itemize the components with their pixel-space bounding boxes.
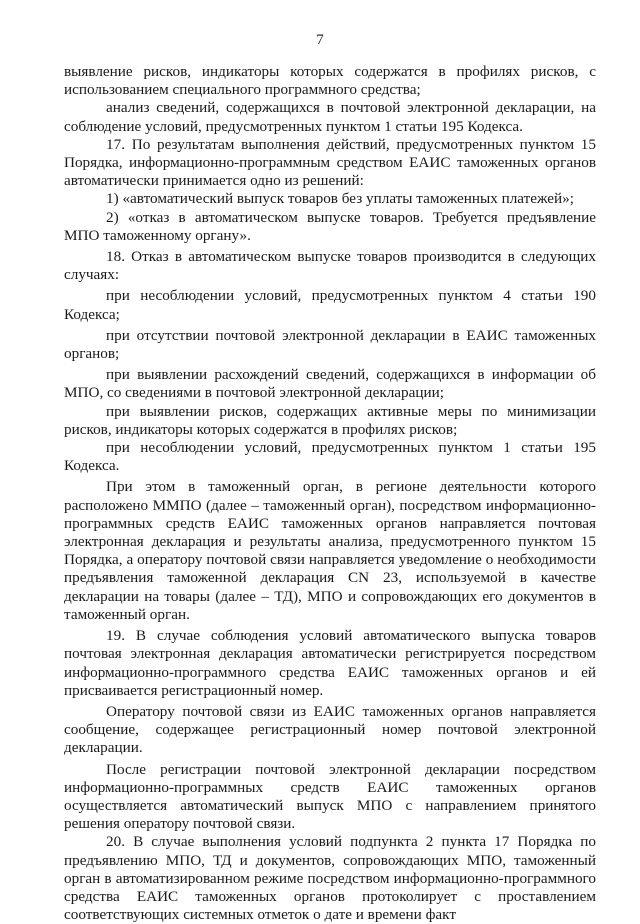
list-item: при несоблюдении условий, предусмотренных пунктом 1 статьи 195 Кодекса. bbox=[64, 439, 596, 475]
list-item: при отсутствии почтовой электронной декларации в ЕАИС таможенных органов; bbox=[64, 326, 596, 363]
paragraph: анализ сведений, содержащихся в почтовой электронной декларации, на соблюдение условий, предусмотренных пунктом 1 статьи 195 Кодекса. bbox=[64, 99, 596, 135]
list-item: при выявлении расхождений сведений, содержащихся в информации об МПО, со сведениями в почтовой электронной декларации; bbox=[64, 366, 596, 402]
list-item: при выявлении рисков, содержащих активные меры по минимизации рисков, индикаторы которых содержатся в профилях рисков; bbox=[64, 402, 596, 438]
paragraph: 18. Отказ в автоматическом выпуске товаров производится в следующих случаях: bbox=[64, 248, 596, 284]
document-body bbox=[64, 63, 596, 924]
paragraph: 20. В случае выполнения условий подпункта 2 пункта 17 Порядка по предъявлению МПО, ТД и документов, сопровождающих МПО, таможенный орган в автоматизированном режиме посредством информационно-программного средства ЕАИС таможенных органов протоколирует с проставлением соответствующих системных отметок о дате и времени факт bbox=[64, 833, 596, 924]
list-item: 2) «отказ в автоматическом выпуске товаров. Требуется предъявление МПО таможенному органу». bbox=[64, 208, 596, 244]
paragraph: Оператору почтовой связи из ЕАИС таможенных органов направляется сообщение, содержащее регистрационный номер почтовой электронной декларации. bbox=[64, 702, 596, 757]
list-item: при несоблюдении условий, предусмотренных пунктом 4 статьи 190 Кодекса; bbox=[64, 287, 596, 323]
paragraph: 19. В случае соблюдения условий автоматического выпуска товаров почтовая электронная декларация автоматически регистрируется посредством информационно-программного средства ЕАИС таможенных органов и ей присваивается регистрационный номер. bbox=[64, 627, 596, 699]
paragraph: После регистрации почтовой электронной декларации посредством информационно-программных средств ЕАИС таможенных органов осуществляется автоматический выпуск МПО с направлением принятого решения оператору почтовой связи. bbox=[64, 760, 596, 833]
paragraph: При этом в таможенный орган, в регионе деятельности которого расположено ММПО (далее – таможенный орган), посредством информационно-программных средств ЕАИС таможенных органов направляется почтовая электронная декларация и результаты анализа, предусмотренного пунктом 15 Порядка, а оператору почтовой связи направляется уведомление о необходимости предъявления таможенной декларация CN 23, используемой в качестве декларации на товары (далее – ТД), МПО и сопровождающих его документов в таможенный орган. bbox=[64, 478, 596, 623]
page-number: 7 bbox=[316, 32, 324, 48]
paragraph: выявление рисков, индикаторы которых содержатся в профилях рисков, с использованием специального программного средства; bbox=[64, 63, 596, 99]
paragraph: 17. По результатам выполнения действий, предусмотренных пунктом 15 Порядка, информационно-программным средством ЕАИС таможенных органов автоматически принимается одно из решений: bbox=[64, 135, 596, 190]
list-item: 1) «автоматический выпуск товаров без уплаты таможенных платежей»; bbox=[106, 190, 574, 208]
